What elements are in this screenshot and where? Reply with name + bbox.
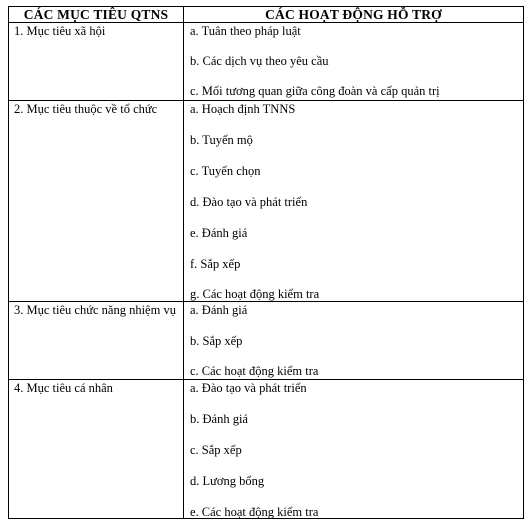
activity-item: b. Sắp xếp (190, 334, 243, 348)
activity-item: a. Hoạch định TNNS (190, 102, 296, 116)
activity-item: b. Các dịch vụ theo yêu cầu (190, 54, 329, 68)
activities-cell (184, 101, 524, 302)
header-row (9, 7, 524, 23)
activities-cell (184, 302, 524, 380)
activities-cell (184, 380, 524, 519)
activity-item: e. Các hoạt động kiểm tra (190, 505, 319, 519)
table-row (9, 380, 524, 519)
activity-item: d. Lương bổng (190, 474, 265, 488)
header-activities: CÁC HOẠT ĐỘNG HỖ TRỢ (184, 7, 524, 23)
activity-item: d. Đào tạo và phát triển (190, 195, 308, 209)
qtns-goals-table (8, 6, 524, 519)
activity-item: c. Sắp xếp (190, 443, 242, 457)
activity-item: e. Đánh giá (190, 226, 248, 240)
activity-item: a. Tuân theo pháp luật (190, 24, 301, 38)
table-row (9, 302, 524, 380)
header-goals: CÁC MỤC TIÊU QTNS (9, 7, 184, 23)
activity-item: c. Các hoạt động kiểm tra (190, 364, 319, 378)
goal-cell: 3. Mục tiêu chức năng nhiệm vụ (9, 302, 184, 380)
activity-item: f. Sắp xếp (190, 257, 241, 271)
activity-item: a. Đào tạo và phát triển (190, 381, 307, 395)
goal-cell: 1. Mục tiêu xã hội (9, 23, 184, 101)
table-row (9, 23, 524, 101)
table-row (9, 101, 524, 302)
goal-cell: 2. Mục tiêu thuộc về tổ chức (9, 101, 184, 302)
activity-item: g. Các hoạt động kiểm tra (190, 287, 320, 301)
activity-item: a. Đánh giá (190, 303, 248, 317)
activities-cell (184, 23, 524, 101)
goal-cell: 4. Mục tiêu cá nhân (9, 380, 184, 519)
activity-item: c. Tuyển chọn (190, 164, 261, 178)
activity-item: c. Mối tương quan giữa công đoàn và cấp quản trị (190, 84, 440, 98)
activity-item: b. Đánh giá (190, 412, 248, 426)
activity-item: b. Tuyển mộ (190, 133, 253, 147)
